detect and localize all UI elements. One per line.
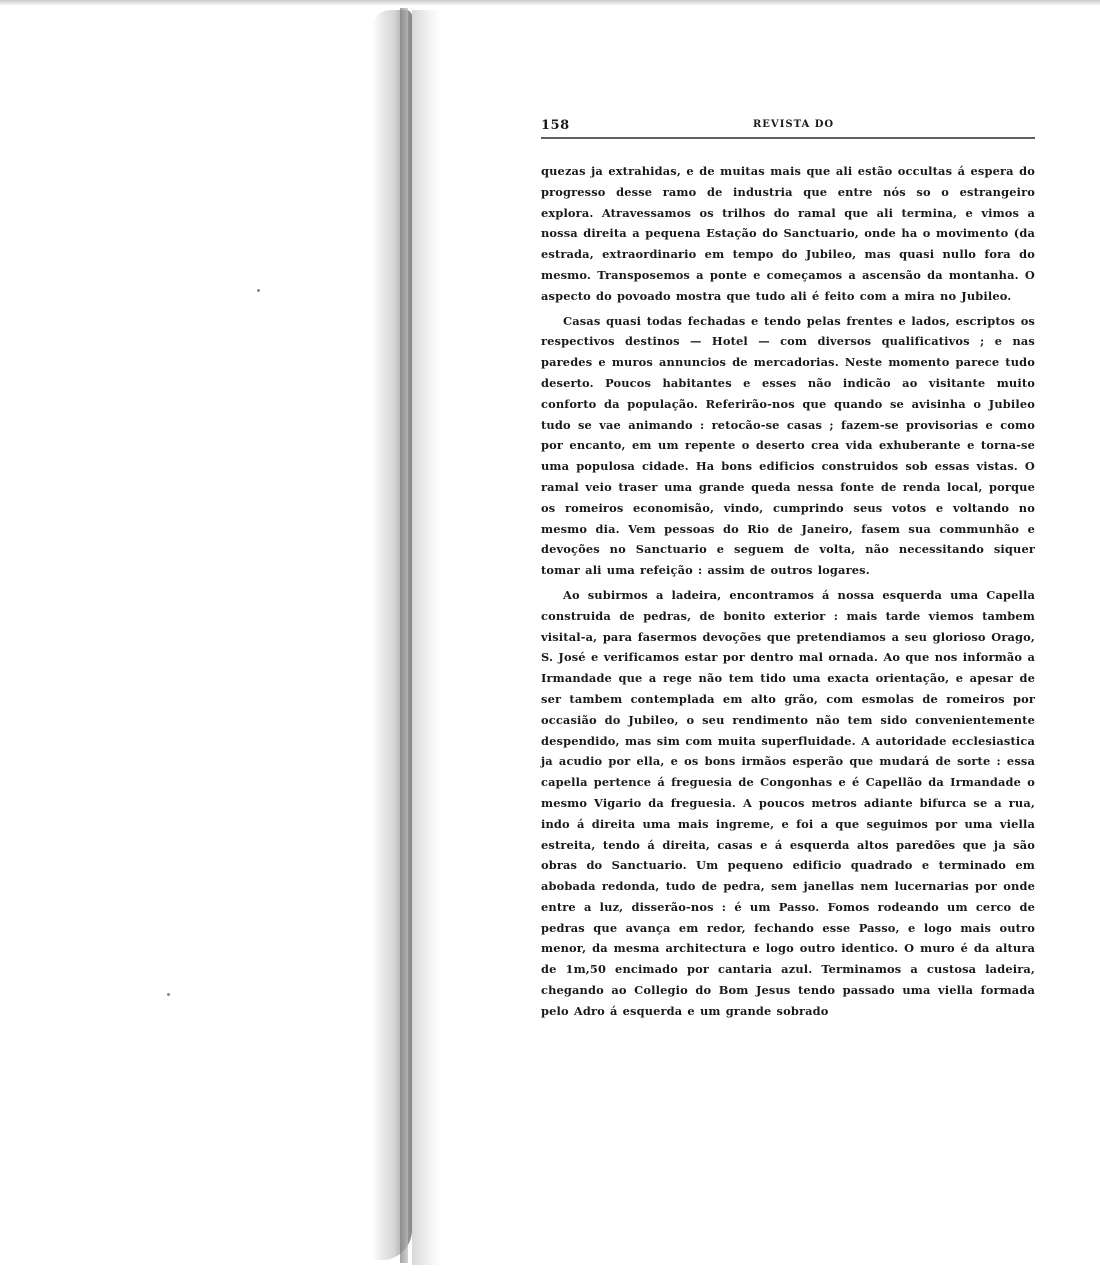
scan-speck	[257, 289, 260, 292]
paragraph-3: Ao subirmos a ladeira, encontramos á nossa esquerda uma Capella construida de pedras, de bonito exterior : mais tarde viemos tambem visital-a, para fasermos devoções que pretendiamos a seu glorioso Orago, S. José e verificamos estar por dentro mal ornada. Ao que nos informão a Irmandade que a rege não tem tido uma exacta orientação, e apesar de ser tambem contemplada em alto grão, com esmolas de romeiros por occasião do Jubileo, o seu rendimento não tem sido convenientemente despendido, mas sim com muita superfluidade. A autoridade ecclesiastica ja acudio por ella, e os bons irmãos esperão que mudará de sorte : essa capella pertence á freguesia de Congonhas e é Capellão da Irmandade o mesmo Vigario da freguesia. A poucos metros adiante bifurca se a rua, indo á direita uma mais ingreme, e foi a que seguimos por uma viella estreita, tendo á direita, casas e á esquerda altos paredões que ja são obras do Sanctuario. Um pequeno edificio quadrado e terminado em abobada redonda, tudo de pedra, sem janellas nem lucernarias por onde entre a luz, disserão-nos : é um Passo. Fomos rodeando um cerco de pedras que avança em redor, fechando esse Passo, e logo mais outro menor, da mesma architectura e logo outro identico. O muro é da altura de 1m,50 encimado por cantaria azul. Terminamos a custosa ladeira, chegando ao Collegio do Bom Jesus tendo passado uma viella formada pelo Adro á esquerda e um grande sobrado	[541, 587, 1035, 1018]
running-head	[541, 116, 1035, 134]
scan-speck	[167, 993, 170, 996]
spine-edge	[400, 8, 408, 1263]
book-gutter	[0, 0, 445, 1271]
paragraph-2: Casas quasi todas fechadas e tendo pelas frentes e lados, escriptos os respectivos destinos — Hotel — com diversos qualificativos ; e nas paredes e muros annuncios de mercadorias. Neste momento parece tudo deserto. Poucos habitantes e esses não indicão ao visitante muito conforto da população. Referirão-nos que quando se avisinha o Jubileo tudo se vae animando : retocão-se casas ; fazem-se provisorias e como por encanto, em um repente o deserto crea vida exhuberante e torna-se uma populosa cidade. Ha bons edificios construidos sob essas vistas. O ramal veio traser uma grande queda nessa fonte de renda local, porque os romeiros economisão, vindo, cumprindo seus votos e voltando no mesmo dia. Vem pessoas do Rio de Janeiro, fasem sua communhão e devoções no Sanctuario e seguem de volta, não necessitando siquer tomar ali uma refeição : assim de outros logares.	[541, 313, 1035, 578]
running-head-title: REVISTA DO	[753, 119, 835, 130]
page-number: 158	[541, 118, 570, 133]
header-rule	[541, 137, 1035, 139]
paragraph-1: quezas ja extrahidas, e de muitas mais que ali estão occultas á espera do progresso desse ramo de industria que entre nós so o estrangeiro explora. Atravessamos os trilhos do ramal que ali termina, e vimos a nossa direita a pequena Estação do Sanctuario, onde ha o movimento (da estrada, extraordinario em tempo do Jubileo, mas quasi nullo fora do mesmo. Transposemos a ponte e começamos a ascensão da montanha. O aspecto do povoado mostra que tudo ali é feito com a mira no Jubileo.	[541, 164, 1035, 303]
scan-top-edge	[0, 0, 1100, 6]
printed-page	[541, 116, 1035, 1022]
page-fold	[412, 10, 442, 1265]
